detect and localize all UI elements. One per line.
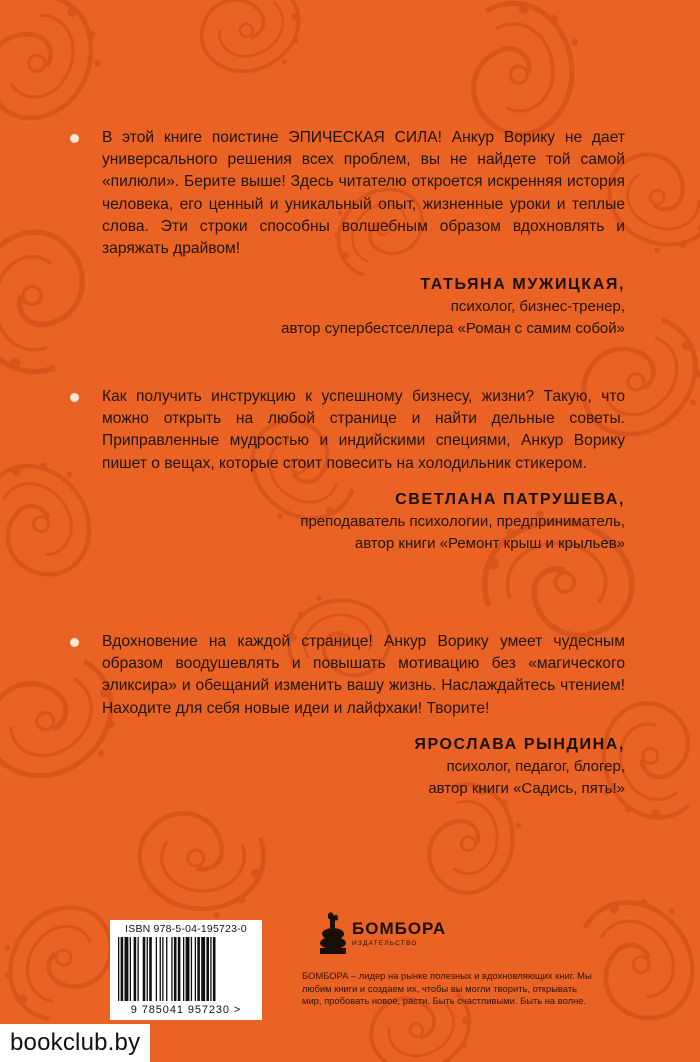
barcode-bar [121,937,124,1001]
bullet-dot [70,638,79,647]
bombora-logo-icon [318,910,348,956]
barcode-bar [118,937,119,1001]
barcode-bar [147,937,148,1001]
barcode-bar [143,937,146,1001]
barcode-bar [156,937,157,1001]
quote-author-block [70,489,625,555]
barcode-digits: 9 785041 957230 > [130,1004,242,1016]
barcode-bar [162,937,163,1001]
barcode-bar [174,937,177,1001]
barcode-bar [195,937,196,1001]
isbn-barcode [110,920,262,1020]
barcode-bar [210,937,211,1001]
barcode-bar [125,937,129,1001]
publisher-logo-name: БОМБОРА [352,919,447,938]
author-credential: автор книги «Ремонт крыш и крыльев» [354,534,625,552]
barcode-bar [149,937,152,1001]
publisher-logo-subtitle: ИЗДАТЕЛЬСТВО [352,940,418,947]
quote-text: В этой книге поистине ЭПИЧЕСКАЯ СИЛА! Анкур Ворику не дает универсального решения всех проблем, вы не найдете той самой «пилюли». Берите выше! Здесь читателю откроется искренняя история человека, его ценный и уникальный опыт, жизненные уроки и теплые слова. Эти строки способны волшебным образом вдохновлять и заряжать драйвом! [102,129,625,258]
bullet-dot [70,134,79,143]
bullet-dot [70,393,79,402]
author-credential: автор книги «Садись, пять!» [428,779,625,797]
review-quote-1 [70,127,625,340]
barcode-bar [201,937,205,1001]
barcode-bar [130,937,131,1001]
isbn-number: ISBN 978-5-04-195723-0 [125,923,247,935]
barcode-bar [206,937,209,1001]
barcode-bar [186,937,190,1001]
quote-author-block [70,274,625,340]
barcode-bar [197,937,200,1001]
author-name: СВЕТЛАНА ПАТРУШЕВА, [395,490,625,508]
barcode-bar [191,937,192,1001]
author-role: преподаватель психологии, предприниматель, [300,512,625,530]
barcode-bar [183,937,184,1001]
barcode-bar [160,937,161,1001]
barcode-bars [116,937,256,1003]
author-name: ТАТЬЯНА МУЖИЦКАЯ, [420,276,625,294]
barcode-bar [213,937,216,1001]
barcode-bar [178,937,181,1001]
quote-text: Вдохновение на каждой странице! Анкур Ворику умеет чудесным образом воодушевлять и повышать мотивацию без «магического эликсира» и обещаний изменить вашу жизнь. Наслаждайтесь чтением! Находите для себя новые идеи и лайфхаки! Творите! [102,633,625,717]
author-role: психолог, педагог, блогер, [446,757,625,775]
review-quote-3 [70,631,625,800]
quote-text: Как получить инструкцию к успешному бизнесу, жизни? Такую, что можно открыть на любой странице и найти дельные советы. Приправленные мудростью и индийскими специями, Анкур Ворику пишет о вещах, которые стоит повесить на холодильник стикером. [102,388,625,472]
author-name: ЯРОСЛАВА РЫНДИНА, [414,735,625,753]
site-watermark: bookclub.by [0,1024,150,1062]
barcode-bar [171,937,172,1001]
review-quote-2 [70,386,625,555]
publisher-description: БОМБОРА – лидер на рынке полезных и вдохновляющих книг. Мы любим книги и создаем их, чтобы вы могли творить, открывать мир, пробовать новое, расти. Быть счастливыми. Быть на волне. [302,970,592,1006]
author-role: психолог, бизнес-тренер, [450,298,625,316]
quote-author-block [70,734,625,800]
barcode-bar [134,937,137,1001]
author-credential: автор супербестселлера «Роман с самим собой» [281,320,625,338]
barcode-bar [166,937,167,1001]
barcode-bar [138,937,139,1001]
